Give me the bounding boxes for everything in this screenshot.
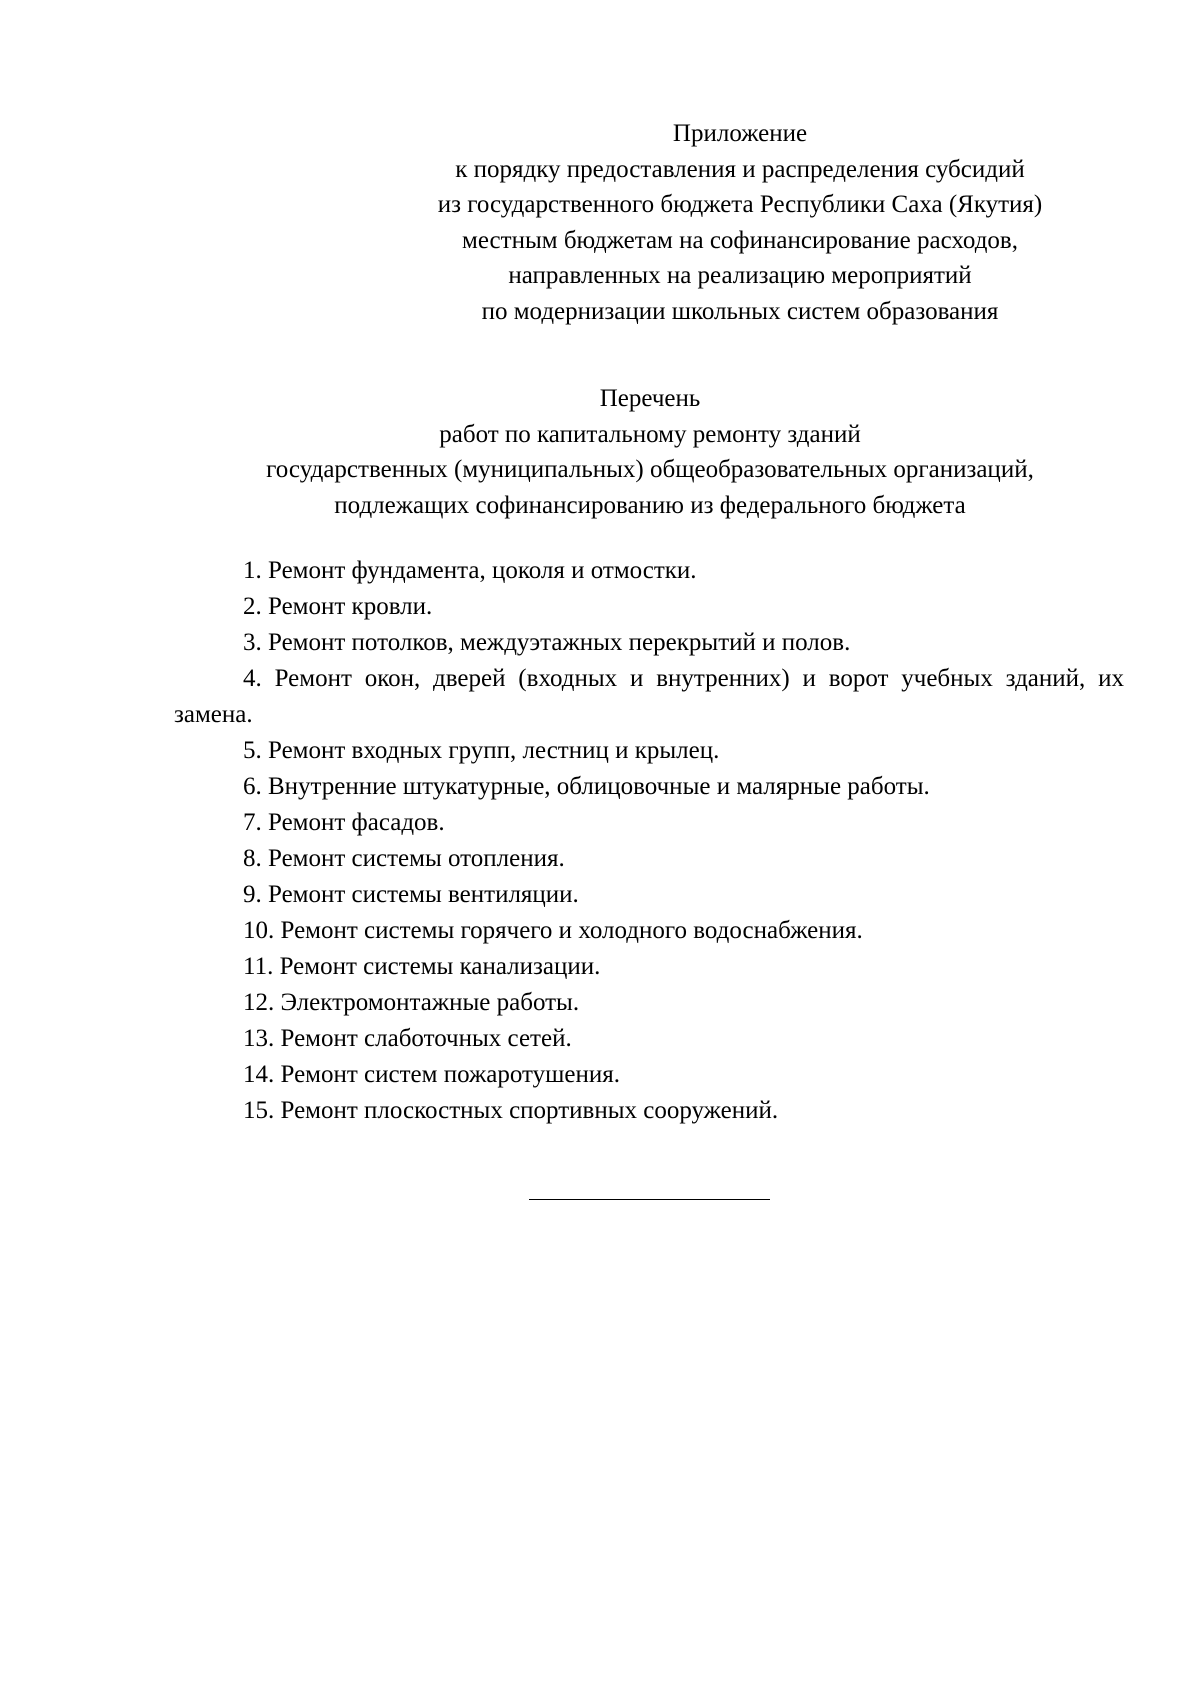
title-line: подлежащих софинансированию из федерального бюджета bbox=[334, 491, 966, 519]
appendix-line: из государственного бюджета Республики Саха (Якутия) bbox=[437, 191, 1043, 218]
list-item: 2. Ремонт кровли. bbox=[243, 593, 433, 620]
appendix-line: к порядку предоставления и распределения субсидий bbox=[455, 155, 1025, 183]
appendix-line: направленных на реализацию мероприятий bbox=[508, 262, 972, 289]
list-item: 9. Ремонт системы вентиляции. bbox=[243, 881, 579, 908]
list-item: 3. Ремонт потолков, междуэтажных перекрытий и полов. bbox=[243, 629, 851, 656]
list-item: 11. Ремонт системы канализации. bbox=[243, 953, 601, 980]
list-item: 1. Ремонт фундамента, цоколя и отмостки. bbox=[243, 557, 697, 584]
list-item: 8. Ремонт системы отопления. bbox=[243, 845, 565, 872]
list-item: 6. Внутренние штукатурные, облицовочные и малярные работы. bbox=[243, 773, 930, 800]
end-separator-line bbox=[529, 1199, 770, 1200]
list-item: 5. Ремонт входных групп, лестниц и крылец. bbox=[243, 737, 720, 764]
title-line: государственных (муниципальных) общеобразовательных организаций, bbox=[266, 456, 1034, 483]
appendix-line: по модернизации школьных систем образования bbox=[481, 297, 999, 325]
appendix-header bbox=[388, 116, 1092, 329]
appendix-title: Приложение bbox=[672, 120, 808, 147]
list-item: 10. Ремонт системы горячего и холодного водоснабжения. bbox=[243, 917, 863, 944]
title-line: работ по капитальному ремонту зданий bbox=[439, 420, 861, 448]
list-item: 12. Электромонтажные работы. bbox=[243, 989, 580, 1016]
document-title bbox=[180, 381, 1120, 523]
list-item: 14. Ремонт систем пожаротушения. bbox=[243, 1061, 620, 1088]
list-item: 13. Ремонт слаботочных сетей. bbox=[243, 1025, 572, 1052]
work-list bbox=[174, 553, 1124, 1129]
appendix-line: местным бюджетам на софинансирование расходов, bbox=[462, 226, 1018, 254]
list-item: 7. Ремонт фасадов. bbox=[243, 809, 445, 836]
list-item: 15. Ремонт плоскостных спортивных сооружений. bbox=[243, 1097, 779, 1124]
list-item: 4. Ремонт окон, дверей (входных и внутренних) и ворот учебных зданий, их замена. bbox=[174, 665, 1124, 728]
title-heading: Перечень bbox=[599, 385, 701, 412]
